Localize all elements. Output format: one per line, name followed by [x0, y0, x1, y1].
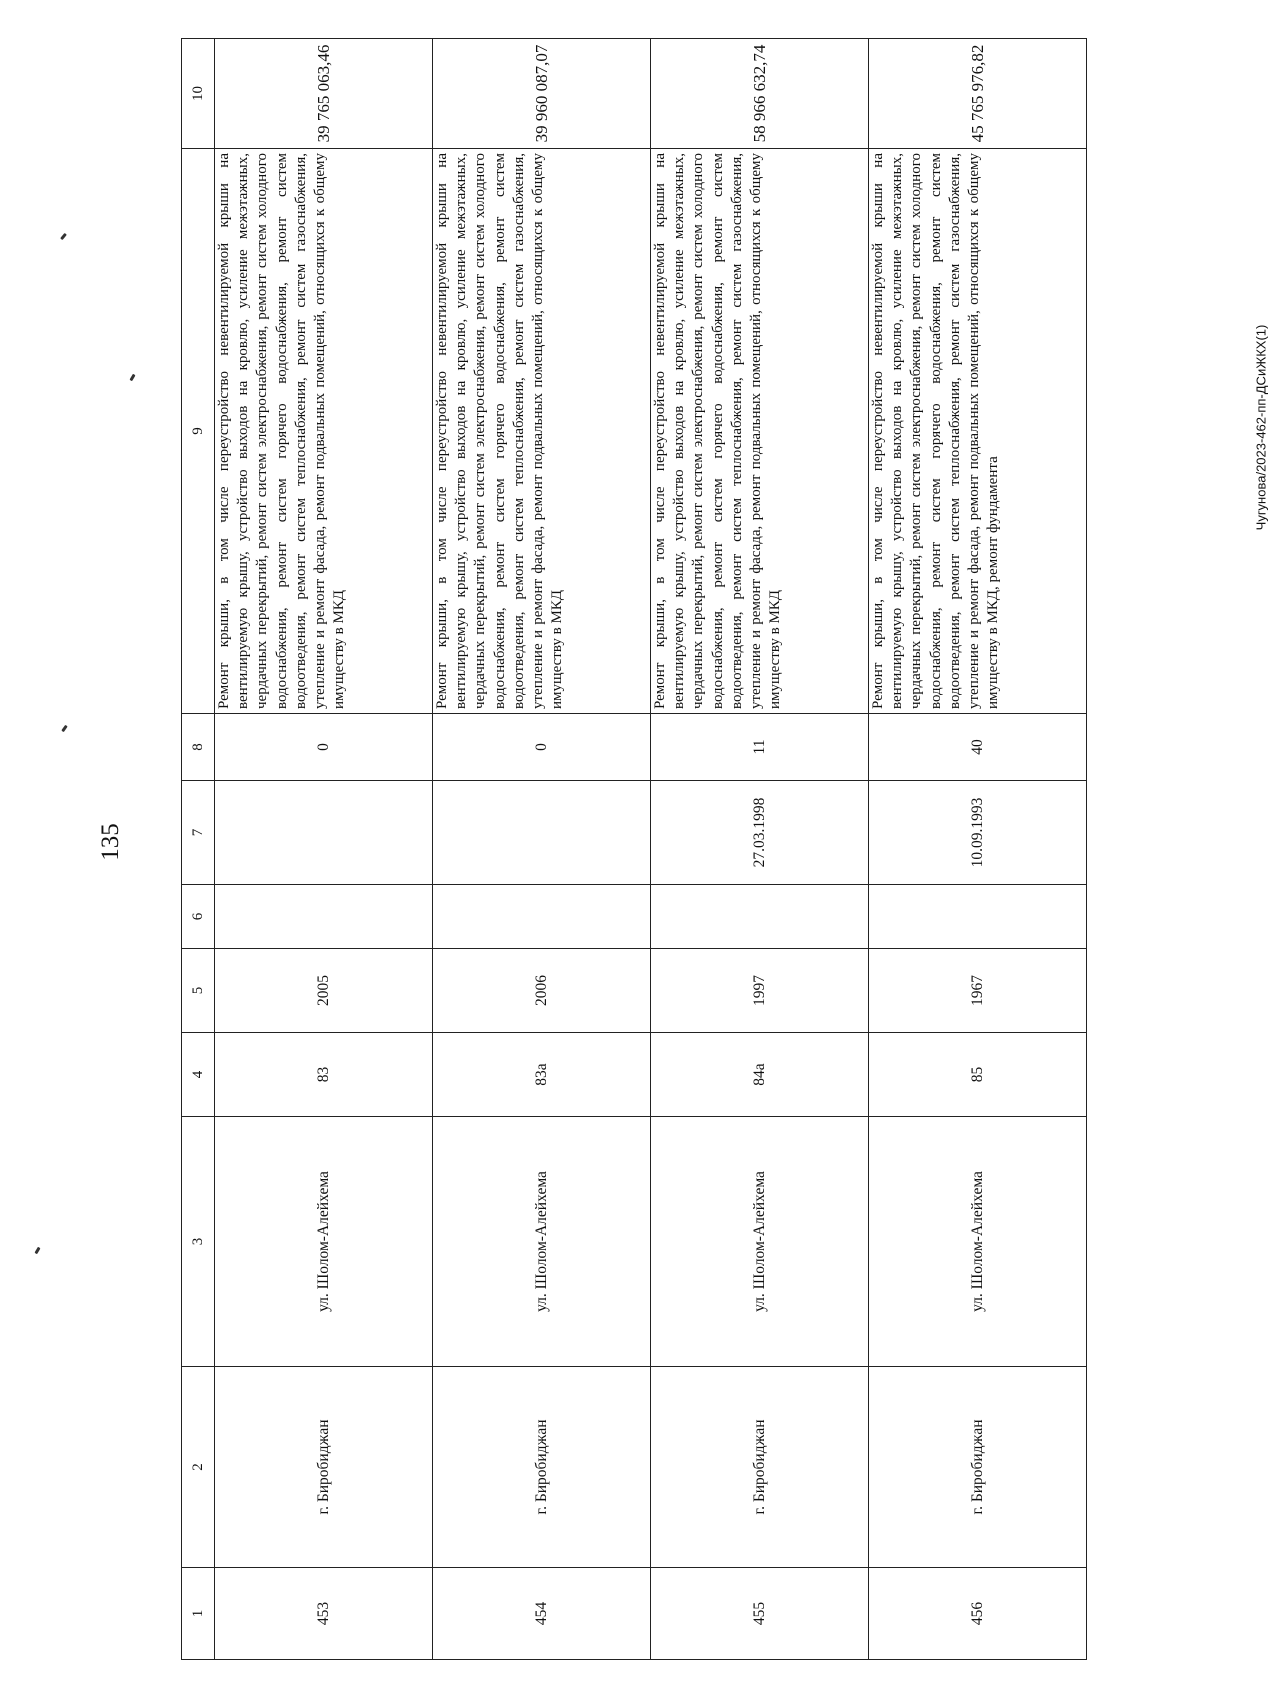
date-cell: 10.09.1993 — [869, 781, 1087, 885]
row-number: 456 — [869, 1568, 1087, 1660]
date-cell: 27.03.1998 — [651, 781, 869, 885]
cost-cell: 39 960 087,07 — [433, 39, 651, 149]
street-cell: ул. Шолом-Алейхема — [651, 1117, 869, 1367]
cost-cell: 39 765 063,46 — [215, 39, 433, 149]
works-cell: Ремонт крыши, в том числе переустройство невентилируемой крыши на вентилируемую крышу, устройство выходов на кровлю, усиление межэтажных, чердачных перекрытий, ремонт систем электроснабжения, ремонт систем холодного водоснабжения, ремонт систем горячего водоснабжения, ремонт систем водоотведения, ремонт систем теплоснабжения, ремонт систем газоснабжения, утепление и ремонт фасада, ремонт подвальных помещений, относящихся к общему имуществу в МКД, ремонт фундамента — [869, 149, 1087, 714]
works-cell: Ремонт крыши, в том числе переустройство невентилируемой крыши на вентилируемую крышу, устройство выходов на кровлю, усиление межэтажных, чердачных перекрытий, ремонт систем электроснабжения, ремонт систем холодного водоснабжения, ремонт систем горячего водоснабжения, ремонт систем водоотведения, ремонт систем теплоснабжения, ремонт систем газоснабжения, утепление и ремонт фасада, ремонт подвальных помещений, относящихся к общему имуществу в МКД — [651, 149, 869, 714]
column-number: 9 — [182, 149, 215, 714]
scan-speck — [61, 725, 67, 732]
works-cell: Ремонт крыши, в том числе переустройство невентилируемой крыши на вентилируемую крышу, устройство выходов на кровлю, усиление межэтажных, чердачных перекрытий, ремонт систем электроснабжения, ремонт систем холодного водоснабжения, ремонт систем горячего водоснабжения, ремонт систем водоотведения, ремонт систем теплоснабжения, ремонт систем газоснабжения, утепление и ремонт фасада, ремонт подвальных помещений, относящихся к общему имуществу в МКД — [215, 149, 433, 714]
col6-cell — [869, 885, 1087, 949]
column-number-row — [182, 39, 215, 1660]
document-code: Чугунова/2023-462-пп-ДСиЖКХ(1) — [1253, 324, 1268, 531]
year-cell: 2006 — [433, 949, 651, 1033]
row-number: 455 — [651, 1568, 869, 1660]
date-cell — [433, 781, 651, 885]
house-cell: 85 — [869, 1033, 1087, 1117]
city-cell: г. Биробиджан — [215, 1367, 433, 1568]
wear-cell: 40 — [869, 714, 1087, 781]
house-cell: 84а — [651, 1033, 869, 1117]
cost-cell: 58 966 632,74 — [651, 39, 869, 149]
wear-cell: 11 — [651, 714, 869, 781]
column-number: 5 — [182, 949, 215, 1033]
street-cell: ул. Шолом-Алейхема — [215, 1117, 433, 1367]
table-row — [433, 39, 651, 1660]
year-cell: 1967 — [869, 949, 1087, 1033]
wear-cell: 0 — [433, 714, 651, 781]
street-cell: ул. Шолом-Алейхема — [869, 1117, 1087, 1367]
house-cell: 83а — [433, 1033, 651, 1117]
row-number: 454 — [433, 1568, 651, 1660]
street-cell: ул. Шолом-Алейхема — [433, 1117, 651, 1367]
table-row — [651, 39, 869, 1660]
table-row — [215, 39, 433, 1660]
date-cell — [215, 781, 433, 885]
table-row — [869, 39, 1087, 1660]
column-number: 2 — [182, 1367, 215, 1568]
column-number: 7 — [182, 781, 215, 885]
city-cell: г. Биробиджан — [651, 1367, 869, 1568]
table-container — [181, 39, 1085, 1660]
capital-repair-table — [181, 38, 1087, 1660]
column-number: 1 — [182, 1568, 215, 1660]
col6-cell — [215, 885, 433, 949]
col6-cell — [433, 885, 651, 949]
row-number: 453 — [215, 1568, 433, 1660]
column-number: 10 — [182, 39, 215, 149]
city-cell: г. Биробиджан — [433, 1367, 651, 1568]
works-cell: Ремонт крыши, в том числе переустройство невентилируемой крыши на вентилируемую крышу, устройство выходов на кровлю, усиление межэтажных, чердачных перекрытий, ремонт систем электроснабжения, ремонт систем холодного водоснабжения, ремонт систем горячего водоснабжения, ремонт систем водоотведения, ремонт систем теплоснабжения, ремонт систем газоснабжения, утепление и ремонт фасада, ремонт подвальных помещений, относящихся к общему имуществу в МКД — [433, 149, 651, 714]
city-cell: г. Биробиджан — [869, 1367, 1087, 1568]
column-number: 8 — [182, 714, 215, 781]
page-number: 135 — [96, 823, 124, 861]
scan-speck — [60, 233, 67, 240]
column-number: 3 — [182, 1117, 215, 1367]
cost-cell: 45 765 976,82 — [869, 39, 1087, 149]
scan-speck — [129, 374, 135, 382]
scan-speck — [34, 1247, 40, 1255]
house-cell: 83 — [215, 1033, 433, 1117]
year-cell: 2005 — [215, 949, 433, 1033]
col6-cell — [651, 885, 869, 949]
year-cell: 1997 — [651, 949, 869, 1033]
column-number: 6 — [182, 885, 215, 949]
column-number: 4 — [182, 1033, 215, 1117]
wear-cell: 0 — [215, 714, 433, 781]
